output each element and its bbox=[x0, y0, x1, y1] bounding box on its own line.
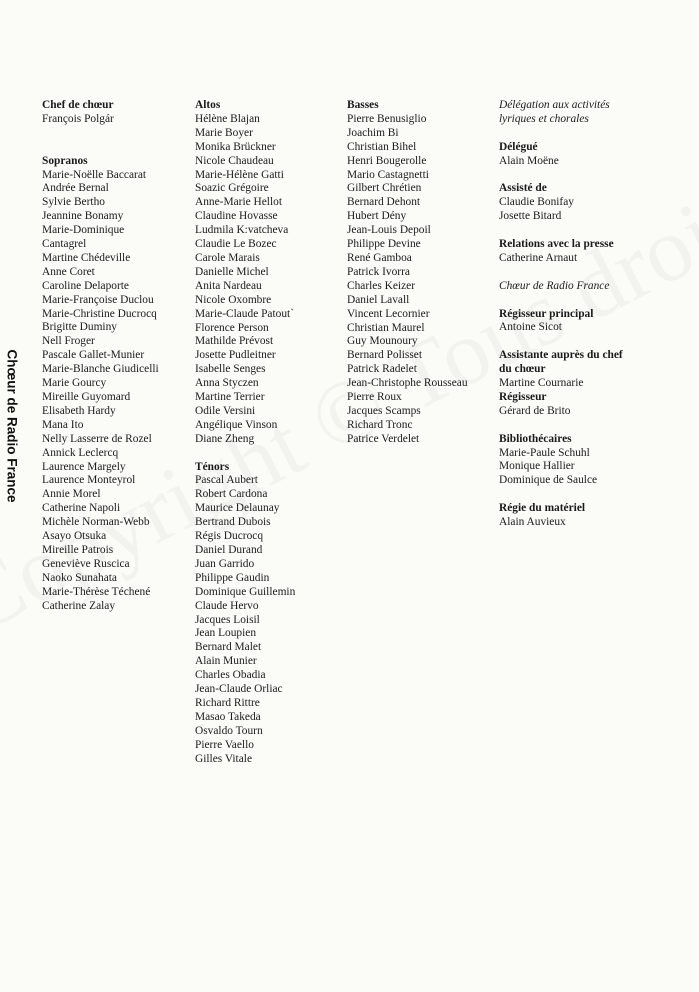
tenors-heading: Ténors bbox=[195, 460, 230, 473]
member-name: Catherine Zalay bbox=[42, 599, 116, 612]
assiste-list bbox=[499, 196, 669, 224]
sopranos-heading: Sopranos bbox=[42, 154, 88, 167]
member-name: René Gamboa bbox=[347, 251, 412, 264]
choeur-italic: Chœur de Radio France bbox=[499, 279, 610, 292]
member-name: Vincent Lecornier bbox=[347, 307, 430, 320]
member-name: Marie-Noëlle Baccarat bbox=[42, 168, 147, 181]
regisseur-name: Gérard de Brito bbox=[499, 404, 571, 417]
member-name: Mireille Guyomard bbox=[42, 391, 131, 403]
member-name: Robert Cardona bbox=[195, 488, 268, 501]
member-name: Martine Terrier bbox=[195, 391, 265, 404]
assistante-heading-line-2: du chœur bbox=[499, 363, 546, 376]
sopranos-list bbox=[42, 169, 192, 614]
member-name: Maurice Delaunay bbox=[195, 502, 280, 515]
member-name: Charles Keizer bbox=[347, 279, 415, 292]
assiste-heading: Assisté de bbox=[499, 182, 547, 195]
member-name: Claudine Hovasse bbox=[195, 210, 278, 223]
member-name: Marie-Thérèse Téchené bbox=[42, 585, 151, 598]
biblio-heading: Bibliothécaires bbox=[499, 432, 572, 445]
member-name: Nell Froger bbox=[42, 335, 95, 348]
member-name: Mana Ito bbox=[42, 418, 84, 431]
member-name: Mireille Patrois bbox=[42, 543, 114, 556]
member-name: Gilbert Chrétien bbox=[347, 182, 422, 195]
member-name: Joachim Bi bbox=[347, 126, 399, 139]
member-name: Soazic Grégoire bbox=[195, 182, 269, 195]
chef-heading: Chef de chœur bbox=[42, 99, 114, 111]
column-altos-tenors bbox=[195, 99, 345, 766]
member-name: Jean Loupien bbox=[195, 627, 257, 640]
member-name: Christian Maurel bbox=[347, 321, 425, 334]
member-name: Jean-Louis Depoil bbox=[347, 224, 431, 237]
regisseur-principal-name: Antoine Sicot bbox=[499, 321, 562, 334]
member-name: Pascal Aubert bbox=[195, 474, 258, 487]
member-name: Florence Person bbox=[195, 321, 269, 334]
member-name: Bernard Dehont bbox=[347, 196, 421, 209]
member-name: Bertrand Dubois bbox=[195, 516, 271, 529]
member-name: Alain Munier bbox=[195, 655, 257, 668]
member-name: Mathilde Prévost bbox=[195, 335, 274, 348]
member-name: Mario Castagnetti bbox=[347, 168, 429, 181]
member-name: Pascale Gallet-Munier bbox=[42, 349, 145, 362]
member-name: Philippe Gaudin bbox=[195, 571, 270, 584]
member-name: Jeannine Bonamy bbox=[42, 210, 124, 223]
member-name: Claude Hervo bbox=[195, 599, 259, 612]
member-name: Angélique Vinson bbox=[195, 418, 278, 431]
member-name: Hubert Dény bbox=[347, 210, 407, 223]
member-name: Patrick Radelet bbox=[347, 363, 417, 376]
member-name: Pierre Roux bbox=[347, 391, 402, 404]
member-name: Laurence Margely bbox=[42, 460, 126, 473]
column-chef-sopranos bbox=[42, 99, 192, 614]
member-name: Asayo Otsuka bbox=[42, 530, 107, 543]
assistante-name: Martine Cournarie bbox=[499, 377, 584, 390]
member-name: Richard Rittre bbox=[195, 696, 260, 709]
member-name: Nicole Chaudeau bbox=[195, 154, 274, 167]
biblio-list bbox=[499, 447, 669, 489]
basses-list bbox=[347, 113, 497, 447]
member-name: Diane Zheng bbox=[195, 432, 255, 445]
delegation-line-1: Délégation aux activités bbox=[499, 99, 610, 111]
member-name: Sylvie Bertho bbox=[42, 196, 105, 209]
member-name: Carole Marais bbox=[195, 251, 260, 264]
member-name: Patrick Ivorra bbox=[347, 265, 410, 278]
basses-heading: Basses bbox=[347, 99, 379, 111]
member-name: Hélène Blajan bbox=[195, 112, 260, 125]
altos-list bbox=[195, 113, 345, 447]
member-name: Caroline Delaporte bbox=[42, 279, 129, 292]
member-name: Marie-Blanche Giudicelli bbox=[42, 363, 159, 376]
member-name: Monique Hallier bbox=[499, 460, 575, 473]
member-name: Gilles Vitale bbox=[195, 752, 252, 765]
member-name: Brigitte Duminy bbox=[42, 321, 117, 334]
delegue-heading: Délégué bbox=[499, 140, 538, 153]
member-name: Henri Bougerolle bbox=[347, 154, 427, 167]
member-name: Daniel Lavall bbox=[347, 293, 410, 306]
member-name: Régis Ducrocq bbox=[195, 530, 264, 543]
presse-name: Catherine Arnaut bbox=[499, 251, 578, 264]
member-name: Philippe Devine bbox=[347, 238, 421, 251]
member-name: Naoko Sunahata bbox=[42, 571, 117, 584]
member-name: Masao Takeda bbox=[195, 710, 261, 723]
side-label: Chœur de Radio France bbox=[4, 349, 20, 503]
member-name: Michèle Norman-Webb bbox=[42, 516, 150, 529]
member-name: Jacques Loisil bbox=[195, 613, 260, 626]
member-name: Andrée Bernal bbox=[42, 182, 109, 195]
member-name: Nelly Lasserre de Rozel bbox=[42, 432, 152, 445]
member-name: Juan Garrido bbox=[195, 557, 255, 570]
member-name: Anita Nardeau bbox=[195, 279, 262, 292]
member-name: Claudie Le Bozec bbox=[195, 238, 277, 251]
member-name: Ludmila K:vatcheva bbox=[195, 224, 289, 237]
member-name: Daniel Durand bbox=[195, 543, 263, 556]
delegation-line-2: lyriques et chorales bbox=[499, 112, 589, 125]
member-name: Marie-Dominique bbox=[42, 224, 125, 237]
regisseur-principal-heading: Régisseur principal bbox=[499, 307, 594, 320]
member-name: Elisabeth Hardy bbox=[42, 404, 116, 417]
member-name: Jean-Claude Orliac bbox=[195, 683, 283, 696]
member-name: Annie Morel bbox=[42, 488, 101, 501]
member-name: Annick Leclercq bbox=[42, 446, 119, 459]
member-name: Dominique de Saulce bbox=[499, 474, 598, 487]
member-name: Jacques Scamps bbox=[347, 404, 421, 417]
member-name: Anna Styczen bbox=[195, 377, 259, 390]
member-name: Anne Coret bbox=[42, 265, 95, 278]
member-name: Bernard Malet bbox=[195, 641, 262, 654]
member-name: Charles Obadia bbox=[195, 669, 266, 682]
member-name: Jean-Christophe Rousseau bbox=[347, 377, 468, 390]
member-name: Isabelle Senges bbox=[195, 363, 266, 376]
member-name: Catherine Napoli bbox=[42, 502, 121, 515]
member-name: Christian Bihel bbox=[347, 140, 417, 153]
member-name: Cantagrel bbox=[42, 238, 87, 251]
column-basses bbox=[347, 99, 497, 447]
member-name: Marie-Hélène Gatti bbox=[195, 168, 284, 181]
assistante-heading-line-1: Assistante auprès du chef bbox=[499, 349, 623, 362]
chef-name: François Polgár bbox=[42, 112, 114, 125]
member-name: Bernard Polisset bbox=[347, 349, 422, 362]
member-name: Pierre Vaello bbox=[195, 738, 254, 751]
regie-name: Alain Auvieux bbox=[499, 516, 566, 529]
member-name: Martine Chédeville bbox=[42, 251, 131, 264]
member-name: Odile Versini bbox=[195, 404, 256, 417]
delegue-name: Alain Moëne bbox=[499, 154, 559, 167]
regisseur-heading: Régisseur bbox=[499, 390, 547, 403]
member-name: Nicole Oxombre bbox=[195, 293, 272, 306]
member-name: Claudie Bonifay bbox=[499, 196, 574, 209]
regie-heading: Régie du matériel bbox=[499, 502, 586, 515]
member-name: Marie-Françoise Duclou bbox=[42, 293, 154, 306]
member-name: Marie-Paule Schuhl bbox=[499, 446, 590, 459]
member-name: Josette Pudleitner bbox=[195, 349, 276, 362]
member-name: Marie Gourcy bbox=[42, 377, 107, 390]
member-name: Dominique Guillemin bbox=[195, 585, 296, 598]
member-name: Osvaldo Tourn bbox=[195, 724, 263, 737]
member-name: Richard Tronc bbox=[347, 418, 413, 431]
tenors-list bbox=[195, 474, 345, 766]
member-name: Marie Boyer bbox=[195, 126, 253, 139]
member-name: Guy Mounoury bbox=[347, 335, 418, 348]
member-name: Geneviève Ruscica bbox=[42, 557, 130, 570]
member-name: Patrice Verdelet bbox=[347, 432, 420, 445]
member-name: Monika Brückner bbox=[195, 140, 276, 153]
member-name: Marie-Christine Ducrocq bbox=[42, 307, 157, 320]
member-name: Josette Bitard bbox=[499, 210, 562, 223]
member-name: Danielle Michel bbox=[195, 265, 269, 278]
member-name: Laurence Monteyrol bbox=[42, 474, 136, 487]
column-staff bbox=[499, 99, 669, 530]
member-name: Marie-Claude Patout` bbox=[195, 307, 295, 320]
member-name: Pierre Benusiglio bbox=[347, 112, 427, 125]
member-name: Anne-Marie Hellot bbox=[195, 196, 282, 209]
altos-heading: Altos bbox=[195, 99, 221, 111]
presse-heading: Relations avec la presse bbox=[499, 238, 614, 251]
